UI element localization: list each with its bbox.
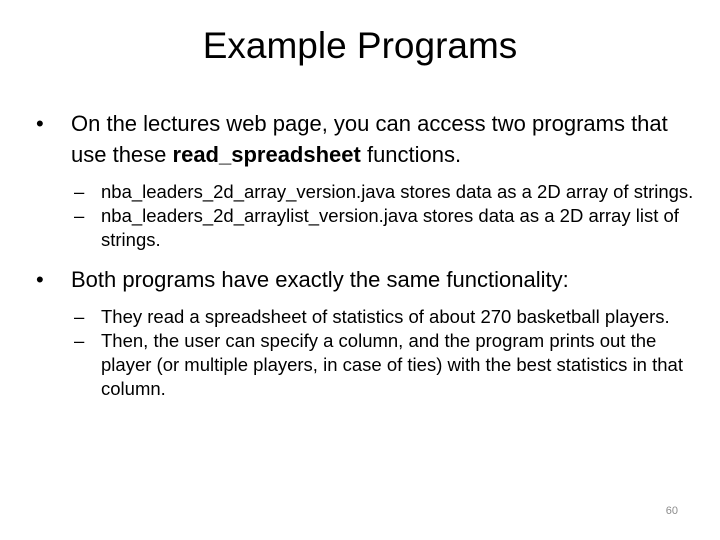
- dash-marker: –: [74, 306, 85, 327]
- page-number: 60: [665, 505, 678, 517]
- sub-bullet-text: nba_leaders_2d_array_version.java stores data as a 2D array of strings.: [101, 181, 694, 202]
- slide-body: [36, 108, 696, 401]
- sub-bullet-item: [36, 180, 696, 204]
- bullet-marker: •: [36, 267, 44, 292]
- bullet-text: functions.: [360, 142, 462, 167]
- sub-bullet-text: Then, the user can specify a column, and the program prints out the player (or multiple players, in case of ties) with the best statistics in that column.: [101, 330, 683, 399]
- dash-marker: –: [74, 330, 85, 351]
- bullet-item: [36, 108, 696, 170]
- dash-marker: –: [74, 205, 85, 226]
- bullet-item: [36, 264, 696, 295]
- sub-bullet-item: [36, 305, 696, 329]
- sub-bullet-item: [36, 329, 696, 401]
- slide-title: Example Programs: [202, 25, 518, 66]
- bullet-text-bold: read_spreadsheet: [172, 142, 361, 167]
- dash-marker: –: [74, 181, 85, 202]
- sub-bullet-text: They read a spreadsheet of statistics of about 270 basketball players.: [101, 306, 670, 327]
- bullet-text: Both programs have exactly the same functionality:: [71, 267, 569, 292]
- sub-bullet-item: [36, 204, 696, 252]
- sub-bullet-text: nba_leaders_2d_arraylist_version.java stores data as a 2D array list of strings.: [101, 205, 679, 250]
- bullet-text: On the lectures web page, you can access two programs that use these: [71, 111, 668, 167]
- bullet-marker: •: [36, 111, 44, 136]
